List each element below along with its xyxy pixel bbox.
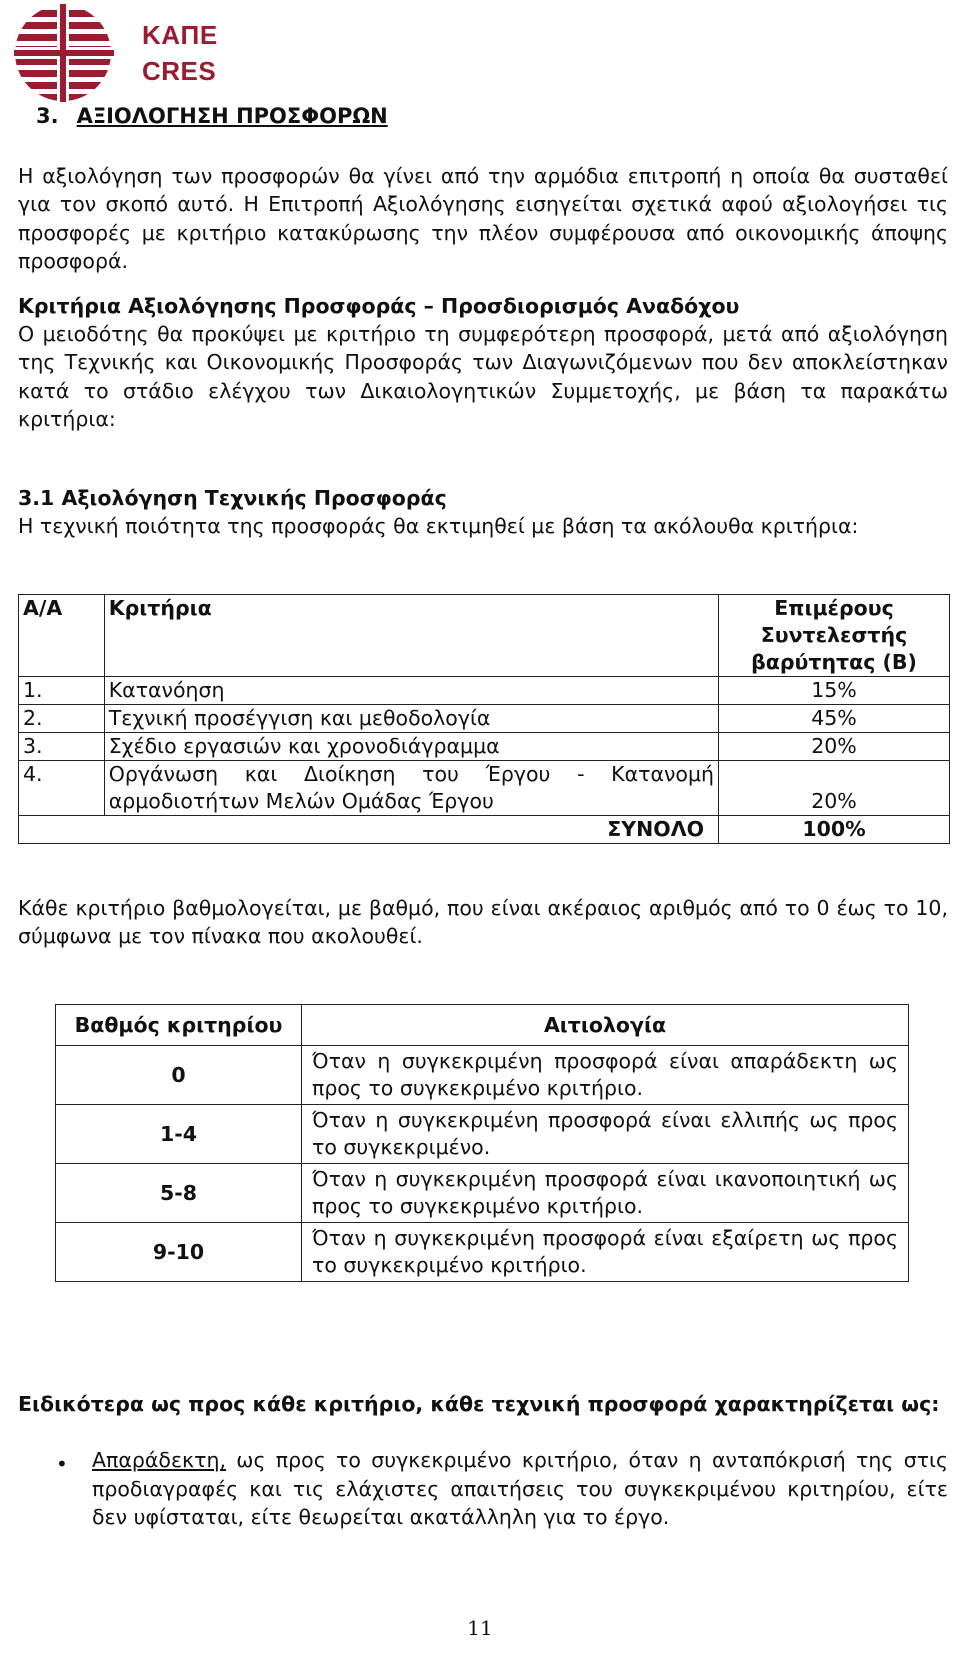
scoring-paragraph: Κάθε κριτήριο βαθμολογείται, με βαθμό, που είναι ακέραιος αριθμός από το 0 έως το 10, σύμφωνα με τον πίνακα που ακολουθεί. bbox=[18, 896, 948, 949]
page-number: 11 bbox=[467, 1616, 493, 1640]
section-title bbox=[36, 104, 388, 128]
grade-reason: Όταν η συγκεκριμένη προσφορά είναι ελλιπής ως προς το συγκεκριμένο. bbox=[302, 1105, 909, 1164]
section-number: 3. bbox=[36, 104, 59, 128]
logo-text-kape: ΚΑΠΕ bbox=[142, 20, 218, 50]
header-criteria: Κριτήρια bbox=[104, 595, 718, 677]
bullet-dot-icon: • bbox=[56, 1452, 68, 1476]
specific-heading: Ειδικότερα ως προς κάθε κριτήριο, κάθε τεχνική προσφορά χαρακτηρίζεται ως: bbox=[18, 1392, 940, 1416]
subsection-paragraph: Η τεχνική ποιότητα της προσφοράς θα εκτιμηθεί με βάση τα ακόλουθα κριτήρια: bbox=[18, 514, 859, 538]
criteria-heading: Κριτήρια Αξιολόγησης Προσφοράς – Προσδιορισμός Αναδόχου bbox=[18, 294, 740, 318]
table-row bbox=[56, 1105, 909, 1164]
criteria-paragraph: Ο μειοδότης θα προκύψει με κριτήριο τη συμφερότερη προσφορά, μετά από αξιολόγηση της Τεχνικής και Οικονομικής Προσφοράς των Διαγωνιζόμενων που δεν αποκλείστηκαν κατά το στάδιο ελέγχου των Δικαιολογητικών Συμμετοχής, με βάση τα παρακάτω κριτήρια: bbox=[18, 322, 948, 431]
logo-text-cres: CRES bbox=[142, 56, 217, 86]
header-aa: Α/Α bbox=[19, 595, 105, 677]
bullet-text: ως προς το συγκεκριμένο κριτήριο, όταν η ανταπόκρισή της στις προδιαγραφές και τις ελάχιστες απαιτήσεις του συγκεκριμένου κριτηρίου, είτε δεν υφίσταται, είτε θεωρείται ακατάλληλη για το έργο. bbox=[92, 1448, 948, 1530]
table-row bbox=[19, 705, 950, 733]
row-criterion: Σχέδιο εργασιών και χρονοδιάγραμμα bbox=[104, 733, 718, 761]
grade-reason: Όταν η συγκεκριμένη προσφορά είναι εξαίρετη ως προς το συγκεκριμένο κριτήριο. bbox=[302, 1223, 909, 1282]
grade-reason: Όταν η συγκεκριμένη προσφορά είναι απαράδεκτη ως προς το συγκεκριμένο κριτήριο. bbox=[302, 1046, 909, 1105]
intro-paragraph: Η αξιολόγηση των προσφορών θα γίνει από την αρμόδια επιτροπή η οποία θα συσταθεί για τον σκοπό αυτό. Η Επιτροπή Αξιολόγησης εισηγείται σχετικά αφού αξιολογήσει τις προσφορές με κριτήριο κατακύρωσης την πλέον συμφέρουσα από οικονομικής άποψης προσφορά. bbox=[18, 164, 948, 273]
cres-emblem-icon bbox=[14, 4, 126, 102]
header-weight: Επιμέρους Συντελεστής βαρύτητας (Β) bbox=[719, 595, 950, 677]
row-number: 1. bbox=[19, 677, 105, 705]
header-reason: Αιτιολογία bbox=[302, 1005, 909, 1046]
row-weight: 45% bbox=[719, 705, 950, 733]
subsection-heading: 3.1 Αξιολόγηση Τεχνικής Προσφοράς bbox=[18, 486, 447, 510]
criteria-table-header bbox=[19, 595, 950, 677]
criteria-table bbox=[18, 594, 950, 844]
row-criterion: Οργάνωση και Διοίκηση του Έργου - Κατανομή αρμοδιοτήτων Μελών Ομάδας Έργου bbox=[104, 761, 718, 816]
total-value: 100% bbox=[719, 816, 950, 844]
row-weight: 15% bbox=[719, 677, 950, 705]
bullet-term: Απαράδεκτη, bbox=[92, 1448, 226, 1472]
table-row bbox=[19, 677, 950, 705]
bullet-item bbox=[92, 1446, 948, 1532]
row-criterion: Τεχνική προσέγγιση και μεθοδολογία bbox=[104, 705, 718, 733]
grade-value: 9-10 bbox=[56, 1223, 302, 1282]
row-number: 3. bbox=[19, 733, 105, 761]
row-weight: 20% bbox=[719, 733, 950, 761]
table-row bbox=[56, 1223, 909, 1282]
table-row bbox=[19, 761, 950, 816]
table-row bbox=[56, 1164, 909, 1223]
table-total-row bbox=[19, 816, 950, 844]
row-number: 2. bbox=[19, 705, 105, 733]
section-title-text: ΑΞΙΟΛΟΓΗΣΗ ΠΡΟΣΦΟΡΩΝ bbox=[76, 104, 388, 128]
row-weight: 20% bbox=[719, 761, 950, 816]
cres-logo bbox=[14, 4, 218, 102]
grade-value: 5-8 bbox=[56, 1164, 302, 1223]
header-grade: Βαθμός κριτηρίου bbox=[56, 1005, 302, 1046]
grade-value: 1-4 bbox=[56, 1105, 302, 1164]
grade-value: 0 bbox=[56, 1046, 302, 1105]
grade-table-header bbox=[56, 1005, 909, 1046]
row-number: 4. bbox=[19, 761, 105, 816]
table-row bbox=[56, 1046, 909, 1105]
total-label: ΣΥΝΟΛΟ bbox=[19, 816, 719, 844]
grade-reason: Όταν η συγκεκριμένη προσφορά είναι ικανοποιητική ως προς το συγκεκριμένο κριτήριο. bbox=[302, 1164, 909, 1223]
grade-table bbox=[55, 1004, 909, 1282]
table-row bbox=[19, 733, 950, 761]
row-criterion: Κατανόηση bbox=[104, 677, 718, 705]
